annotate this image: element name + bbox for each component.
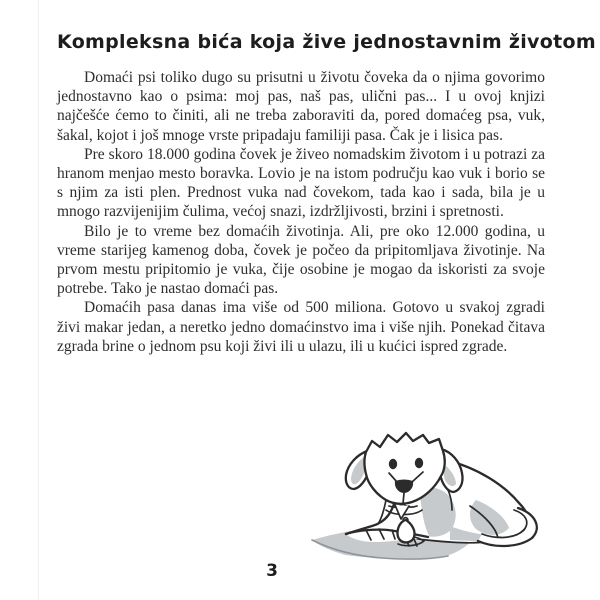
chapter-title: Kompleksna bića koja žive jednostavnim životom xyxy=(57,31,596,53)
page-number: 3 xyxy=(266,561,278,581)
page-scan-edge xyxy=(38,0,39,600)
paragraph-1: Domaći psi toliko dugo su prisutni u životu čoveka da o njima govorimo jednostavno kao o psima: moj pas, naš pas, ulični pas... I u ovoj knjizi najčešće ćemo to činiti, ali ne treba zaboraviti da, pored domaćeg psa, vuk, šakal, kojot i još mnoge vrste pripadaju familiji pasa. Čak je i lisica pas. xyxy=(57,69,545,144)
puppy-sketch-image xyxy=(300,426,544,572)
paragraph-4: Domaćih pasa danas ima više od 500 miliona. Gotovo u svakoj zgradi živi makar jedan, a neretko jedno domaćinstvo ima i više njih. Ponekad čitava zgrada brine o jednom psu koji živi ili u ulazu, ili u kućici ispred zgrade. xyxy=(57,299,545,355)
paragraph-3: Bilo je to vreme bez domaćih životinja. Ali, pre oko 12.000 godina, u vreme starijeg kamenog doba, čovek je počeo da pripitomljava životinje. Na prvom mestu pripitomio je vuka, čije osobine je mogao da iskoristi za svoje potrebe. Tako je nastao domaći pas. xyxy=(57,222,545,298)
dog-illustration xyxy=(300,426,544,572)
paragraph-2: Pre skoro 18.000 godina čovek je živeo nomadskim životom i u potrazi za hranom menjao mesto boravka. Lovio je na istom području kao vuk i borio se s njim za isti plen. Prednost vuka nad čovekom, tada kao i sada, bila je u mnogo razvijenijim čulima, većoj snazi, izdržljivosti, brzini i spretnosti. xyxy=(57,145,545,221)
body-text xyxy=(57,68,545,356)
